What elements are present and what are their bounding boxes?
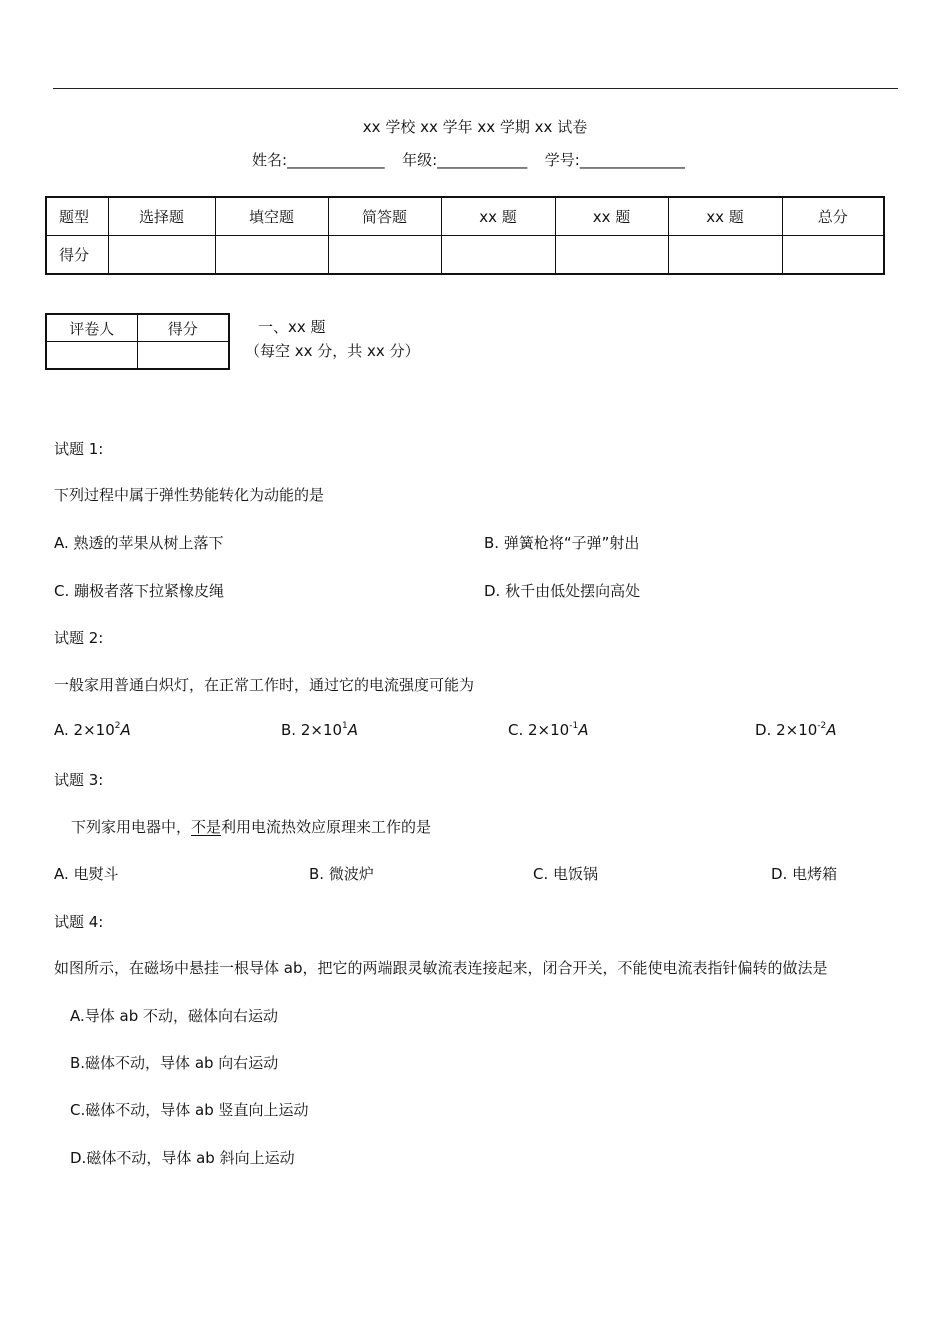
grader-table	[45, 313, 230, 370]
score-header-cell: xx 题	[555, 197, 668, 236]
option-d: D.磁体不动，导体 ab 斜向上运动	[70, 1149, 295, 1167]
grader-name-cell[interactable]	[46, 342, 137, 370]
score-header-cell: xx 题	[668, 197, 782, 236]
id-label: 学号:	[544, 151, 580, 169]
score-header-cell: 填空题	[215, 197, 328, 236]
option-a: A. 熟透的苹果从树上落下	[54, 534, 224, 552]
grade-label: 年级:	[402, 151, 438, 169]
top-rule	[53, 88, 898, 89]
score-table-score-row	[46, 236, 884, 275]
question-label: 试题 3:	[54, 771, 104, 789]
grader-header-cell: 评卷人	[46, 314, 137, 342]
score-header-cell: 简答题	[328, 197, 441, 236]
grade-blank: ____________	[437, 151, 528, 169]
score-header-cell: xx 题	[441, 197, 555, 236]
option-d: D. $2\times 10^{-2}A$	[755, 721, 837, 739]
option-c: C. $2\times 10^{-1}A$	[508, 721, 589, 739]
score-header-cell: 总分	[782, 197, 884, 236]
option-b: B. 弹簧枪将“子弹”射出	[484, 534, 640, 552]
score-table-header-row	[46, 197, 884, 236]
option-b: B. 微波炉	[309, 865, 374, 883]
exam-title: xx 学校 xx 学年 xx 学期 xx 试卷	[362, 118, 588, 136]
question-label: 试题 2:	[54, 629, 104, 647]
score-cell[interactable]	[108, 236, 215, 275]
score-cell[interactable]	[328, 236, 441, 275]
grader-header-cell: 得分	[137, 314, 229, 342]
question-stem: 如图所示，在磁场中悬挂一根导体 ab，把它的两端跟灵敏流表连接起来，闭合开关，不能使电流表指针偏转的做法是	[54, 959, 828, 977]
score-header-cell: 题型	[46, 197, 108, 236]
question-stem: 下列过程中属于弹性势能转化为动能的是	[54, 486, 325, 504]
option-d: D. 秋千由低处摆向高处	[484, 582, 641, 600]
question-label: 试题 1:	[54, 440, 104, 458]
option-a: A. $2\times 10^2A$	[54, 721, 131, 739]
name-label: 姓名:	[252, 151, 288, 169]
name-blank: _____________	[287, 151, 385, 169]
option-d: D. 电烤箱	[771, 865, 838, 883]
option-a: A.导体 ab 不动，磁体向右运动	[70, 1007, 279, 1025]
section-title: 一、xx 题	[258, 318, 326, 336]
score-row-label: 得分	[46, 236, 108, 275]
score-header-cell: 选择题	[108, 197, 215, 236]
grader-score-cell[interactable]	[137, 342, 229, 370]
score-cell[interactable]	[441, 236, 555, 275]
question-stem: 一般家用普通白炽灯，在正常工作时，通过它的电流强度可能为	[54, 676, 475, 694]
section-note: （每空 xx 分，共 xx 分）	[245, 342, 420, 360]
option-c: C. 电饭锅	[533, 865, 599, 883]
option-a: A. 电熨斗	[54, 865, 119, 883]
score-cell[interactable]	[782, 236, 884, 275]
option-b: B. $2\times 10^1A$	[281, 721, 359, 739]
option-c: C. 蹦极者落下拉紧橡皮绳	[54, 582, 225, 600]
question-label: 试题 4:	[54, 913, 104, 931]
student-info-line	[252, 149, 685, 170]
option-c: C.磁体不动，导体 ab 竖直向上运动	[70, 1101, 309, 1119]
score-cell[interactable]	[668, 236, 782, 275]
score-cell[interactable]	[555, 236, 668, 275]
score-table	[45, 196, 885, 275]
grader-header-row	[46, 314, 229, 342]
id-blank: ______________	[579, 151, 685, 169]
option-b: B.磁体不动，导体 ab 向右运动	[70, 1054, 279, 1072]
question-stem: 下列家用电器中，不是利用电流热效应原理来工作的是	[71, 818, 432, 836]
grader-input-row	[46, 342, 229, 370]
score-cell[interactable]	[215, 236, 328, 275]
emphasis-not: 不是	[191, 818, 222, 836]
